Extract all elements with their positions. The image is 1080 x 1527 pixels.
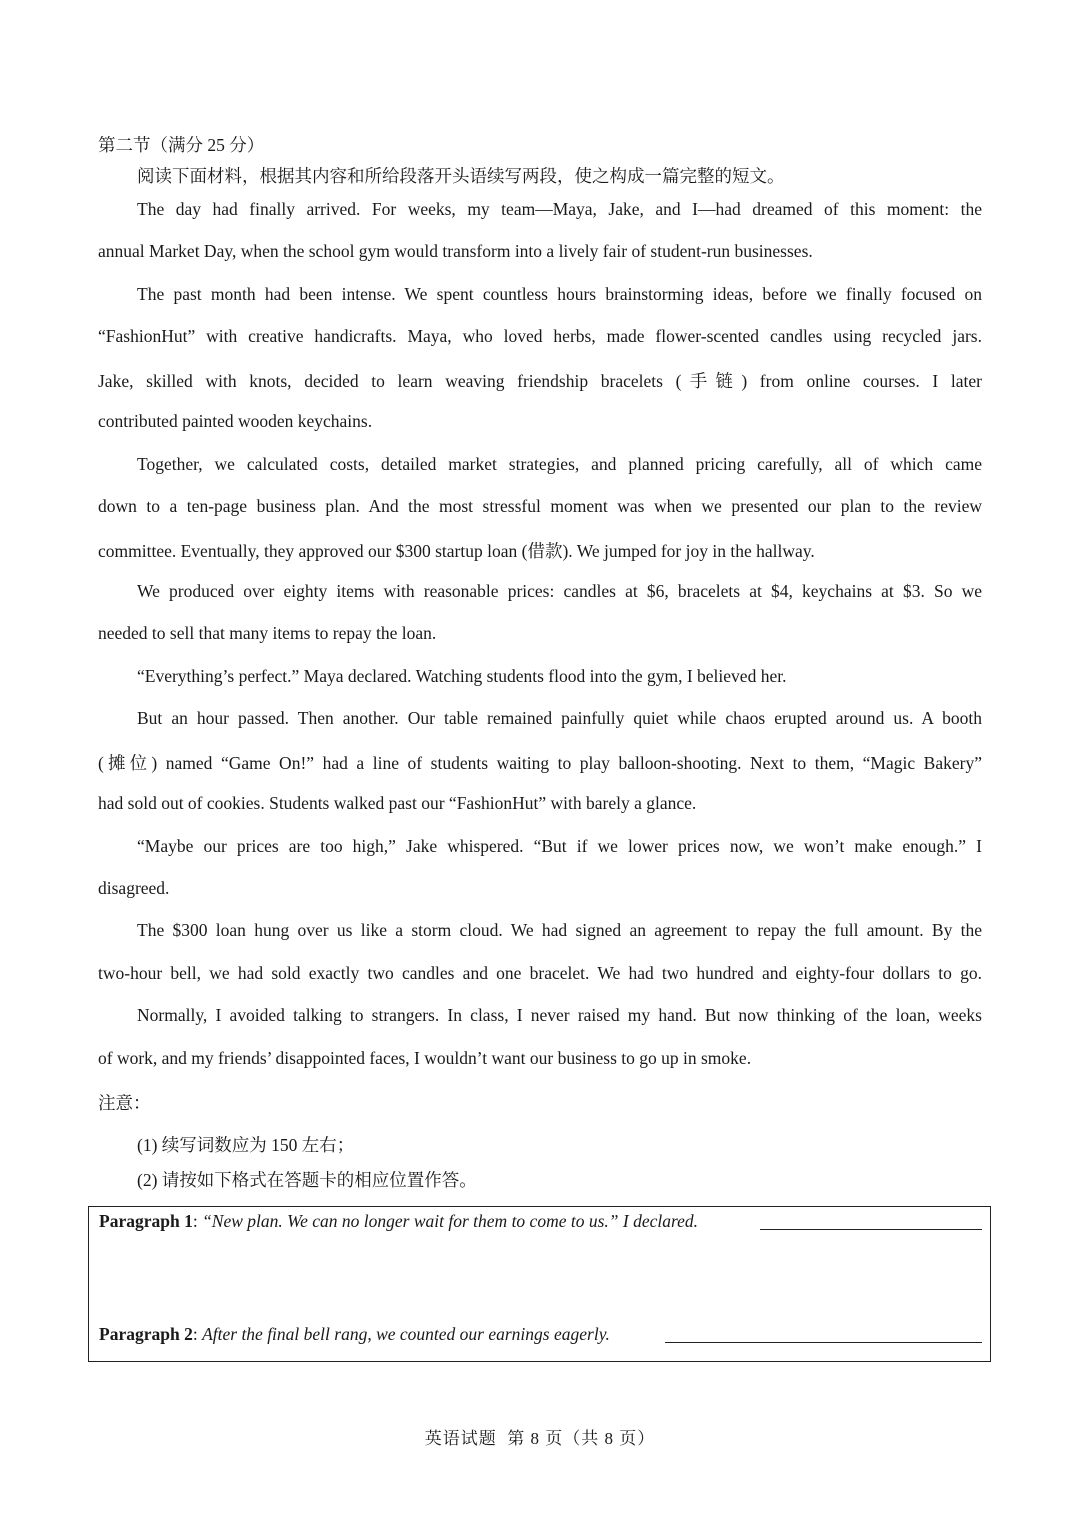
passage-line: needed to sell that many items to repay the loan. [98, 623, 437, 643]
passage-line: disagreed. [98, 878, 170, 898]
passage-line: But an hour passed. Then another. Our table remained painfully quiet while chaos erupted around us. A booth [137, 708, 982, 728]
section-title: 第二节（满分 25 分） [98, 135, 265, 155]
instruction: 阅读下面材料，根据其内容和所给段落开头语续写两段，使之构成一篇完整的短文。 [137, 166, 785, 186]
page-footer: 英语试题 第 8 页（共 8 页） [424, 1429, 656, 1448]
notes-title: 注意： [98, 1093, 151, 1113]
passage-line: Jake, skilled with knots, decided to learn weaving friendship bracelets (手链) from online courses. I later [98, 371, 982, 391]
passage-line: “Maybe our prices are too high,” Jake whispered. “But if we lower prices now, we won’t make enough.” I [137, 836, 982, 856]
passage-line: committee. Eventually, they approved our $300 startup loan (借款). We jumped for joy in the hallway. [98, 541, 815, 561]
passage-line: The past month had been intense. We spent countless hours brainstorming ideas, before we finally focused on [137, 284, 982, 304]
passage-line: two-hour bell, we had sold exactly two candles and one bracelet. We had two hundred and eighty-four dollars to go. [98, 963, 982, 983]
passage-line: contributed painted wooden keychains. [98, 411, 373, 431]
notes-item: (2) 请按如下格式在答题卡的相应位置作答。 [137, 1170, 477, 1190]
paragraph-2-label: Paragraph 2 [99, 1324, 193, 1344]
passage-line: We produced over eighty items with reasonable prices: candles at $6, bracelets at $4, keychains at $3. So we [137, 581, 982, 601]
passage-line: Together, we calculated costs, detailed market strategies, and planned pricing carefully, all of which came [137, 454, 982, 474]
passage-line: The $300 loan hung over us like a storm cloud. We had signed an agreement to repay the full amount. By the [137, 920, 982, 940]
passage-line: had sold out of cookies. Students walked past our “FashionHut” with barely a glance. [98, 793, 697, 813]
paragraph-2-blank[interactable] [665, 1342, 982, 1343]
passage-line: The day had finally arrived. For weeks, my team—Maya, Jake, and I—had dreamed of this moment: the [137, 199, 982, 219]
passage-line: down to a ten-page business plan. And the most stressful moment was when we presented our plan to the review [98, 496, 982, 516]
paragraph-1-prompt: Paragraph 1: “New plan. We can no longer wait for them to come to us.” I declared. [99, 1211, 699, 1231]
paragraph-1-label: Paragraph 1 [99, 1211, 193, 1231]
answer-box [88, 1206, 991, 1362]
notes-item: (1) 续写词数应为 150 左右； [137, 1135, 355, 1155]
passage-line: Normally, I avoided talking to strangers. In class, I never raised my hand. But now thinking of the loan, weeks [137, 1005, 982, 1025]
paragraph-2-prompt: Paragraph 2: After the final bell rang, we counted our earnings eagerly. [99, 1324, 610, 1344]
passage-line: “Everything’s perfect.” Maya declared. Watching students flood into the gym, I believed her. [137, 666, 787, 686]
passage-line: of work, and my friends’ disappointed faces, I wouldn’t want our business to go up in smoke. [98, 1048, 752, 1068]
passage-line: (摊位) named “Game On!” had a line of students waiting to play balloon-shooting. Next to them, “Magic Bakery” [98, 753, 982, 773]
paragraph-2-opening: After the final bell rang, we counted our earnings eagerly. [202, 1324, 610, 1344]
passage-line: annual Market Day, when the school gym would transform into a lively fair of student-run businesses. [98, 241, 813, 261]
passage-line: “FashionHut” with creative handicrafts. Maya, who loved herbs, made flower-scented candles using recycled jars. [98, 326, 982, 346]
paragraph-1-opening: “New plan. We can no longer wait for them to come to us.” I declared. [202, 1211, 699, 1231]
paragraph-1-blank[interactable] [760, 1229, 982, 1230]
